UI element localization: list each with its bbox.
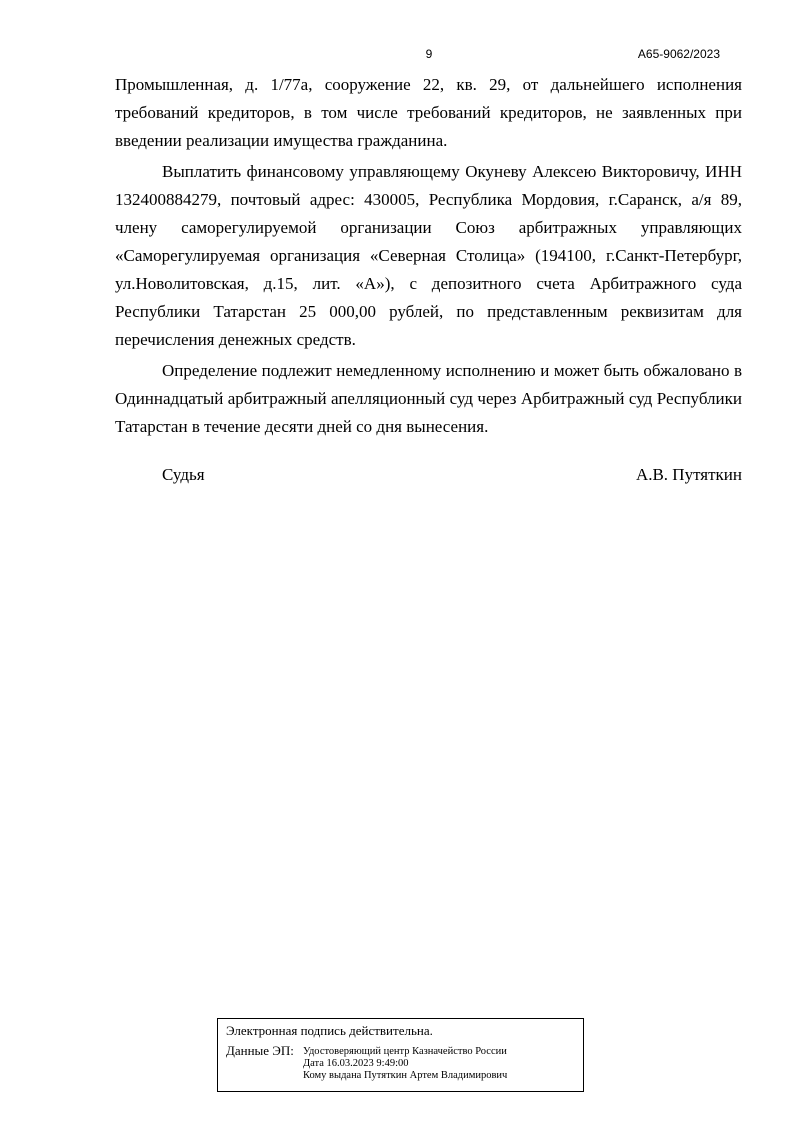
e-signature-status: Электронная подпись действительна.: [226, 1023, 433, 1038]
e-signature-label: Данные ЭП:: [226, 1043, 294, 1058]
judge-name: А.В. Путяткин: [635, 465, 742, 484]
paragraph-appeal: Определение подлежит немедленному исполнению и может быть обжаловано в Одиннадцатый арбитражный апелляционный суд через Арбитражный суд Республики Татарстан в течение десяти дней со дня вынесения.: [115, 361, 742, 436]
paragraph-continuation: Промышленная, д. 1/77а, сооружение 22, кв. 29, от дальнейшего исполнения требований кредиторов, в том числе требований кредиторов, не заявленных при введении реализации имущества гражданина.: [115, 75, 742, 150]
case-number: А65-9062/2023: [637, 47, 720, 61]
e-signature-issued-to: Кому выдана Путяткин Артем Владимирович: [303, 1070, 508, 1081]
page-number: 9: [425, 47, 433, 61]
e-signature-details: [303, 1046, 507, 1082]
e-signature-issuer: Удостоверяющий центр Казначейство России: [303, 1046, 507, 1057]
paragraph-payment: Выплатить финансовому управляющему Окуневу Алексею Викторовичу, ИНН 132400884279, почтовый адрес: 430005, Республика Мордовия, г.Саранск, а/я 89, члену саморегулируемой организации Союз арбитражных управляющих «Саморегулируемая организация «Северная Столица» (194100, г.Санкт-Петербург, ул.Новолитовская, д.15, лит. «А»), с депозитного счета Арбитражного суда Республики Татарстан 25 000,00 рублей, по представленным реквизитам для перечисления денежных средств.: [115, 162, 742, 349]
document-body: [115, 71, 742, 444]
e-signature-stamp: [217, 1018, 584, 1092]
e-signature-date: Дата 16.03.2023 9:49:00: [303, 1058, 409, 1069]
judge-role: Судья: [162, 465, 205, 484]
